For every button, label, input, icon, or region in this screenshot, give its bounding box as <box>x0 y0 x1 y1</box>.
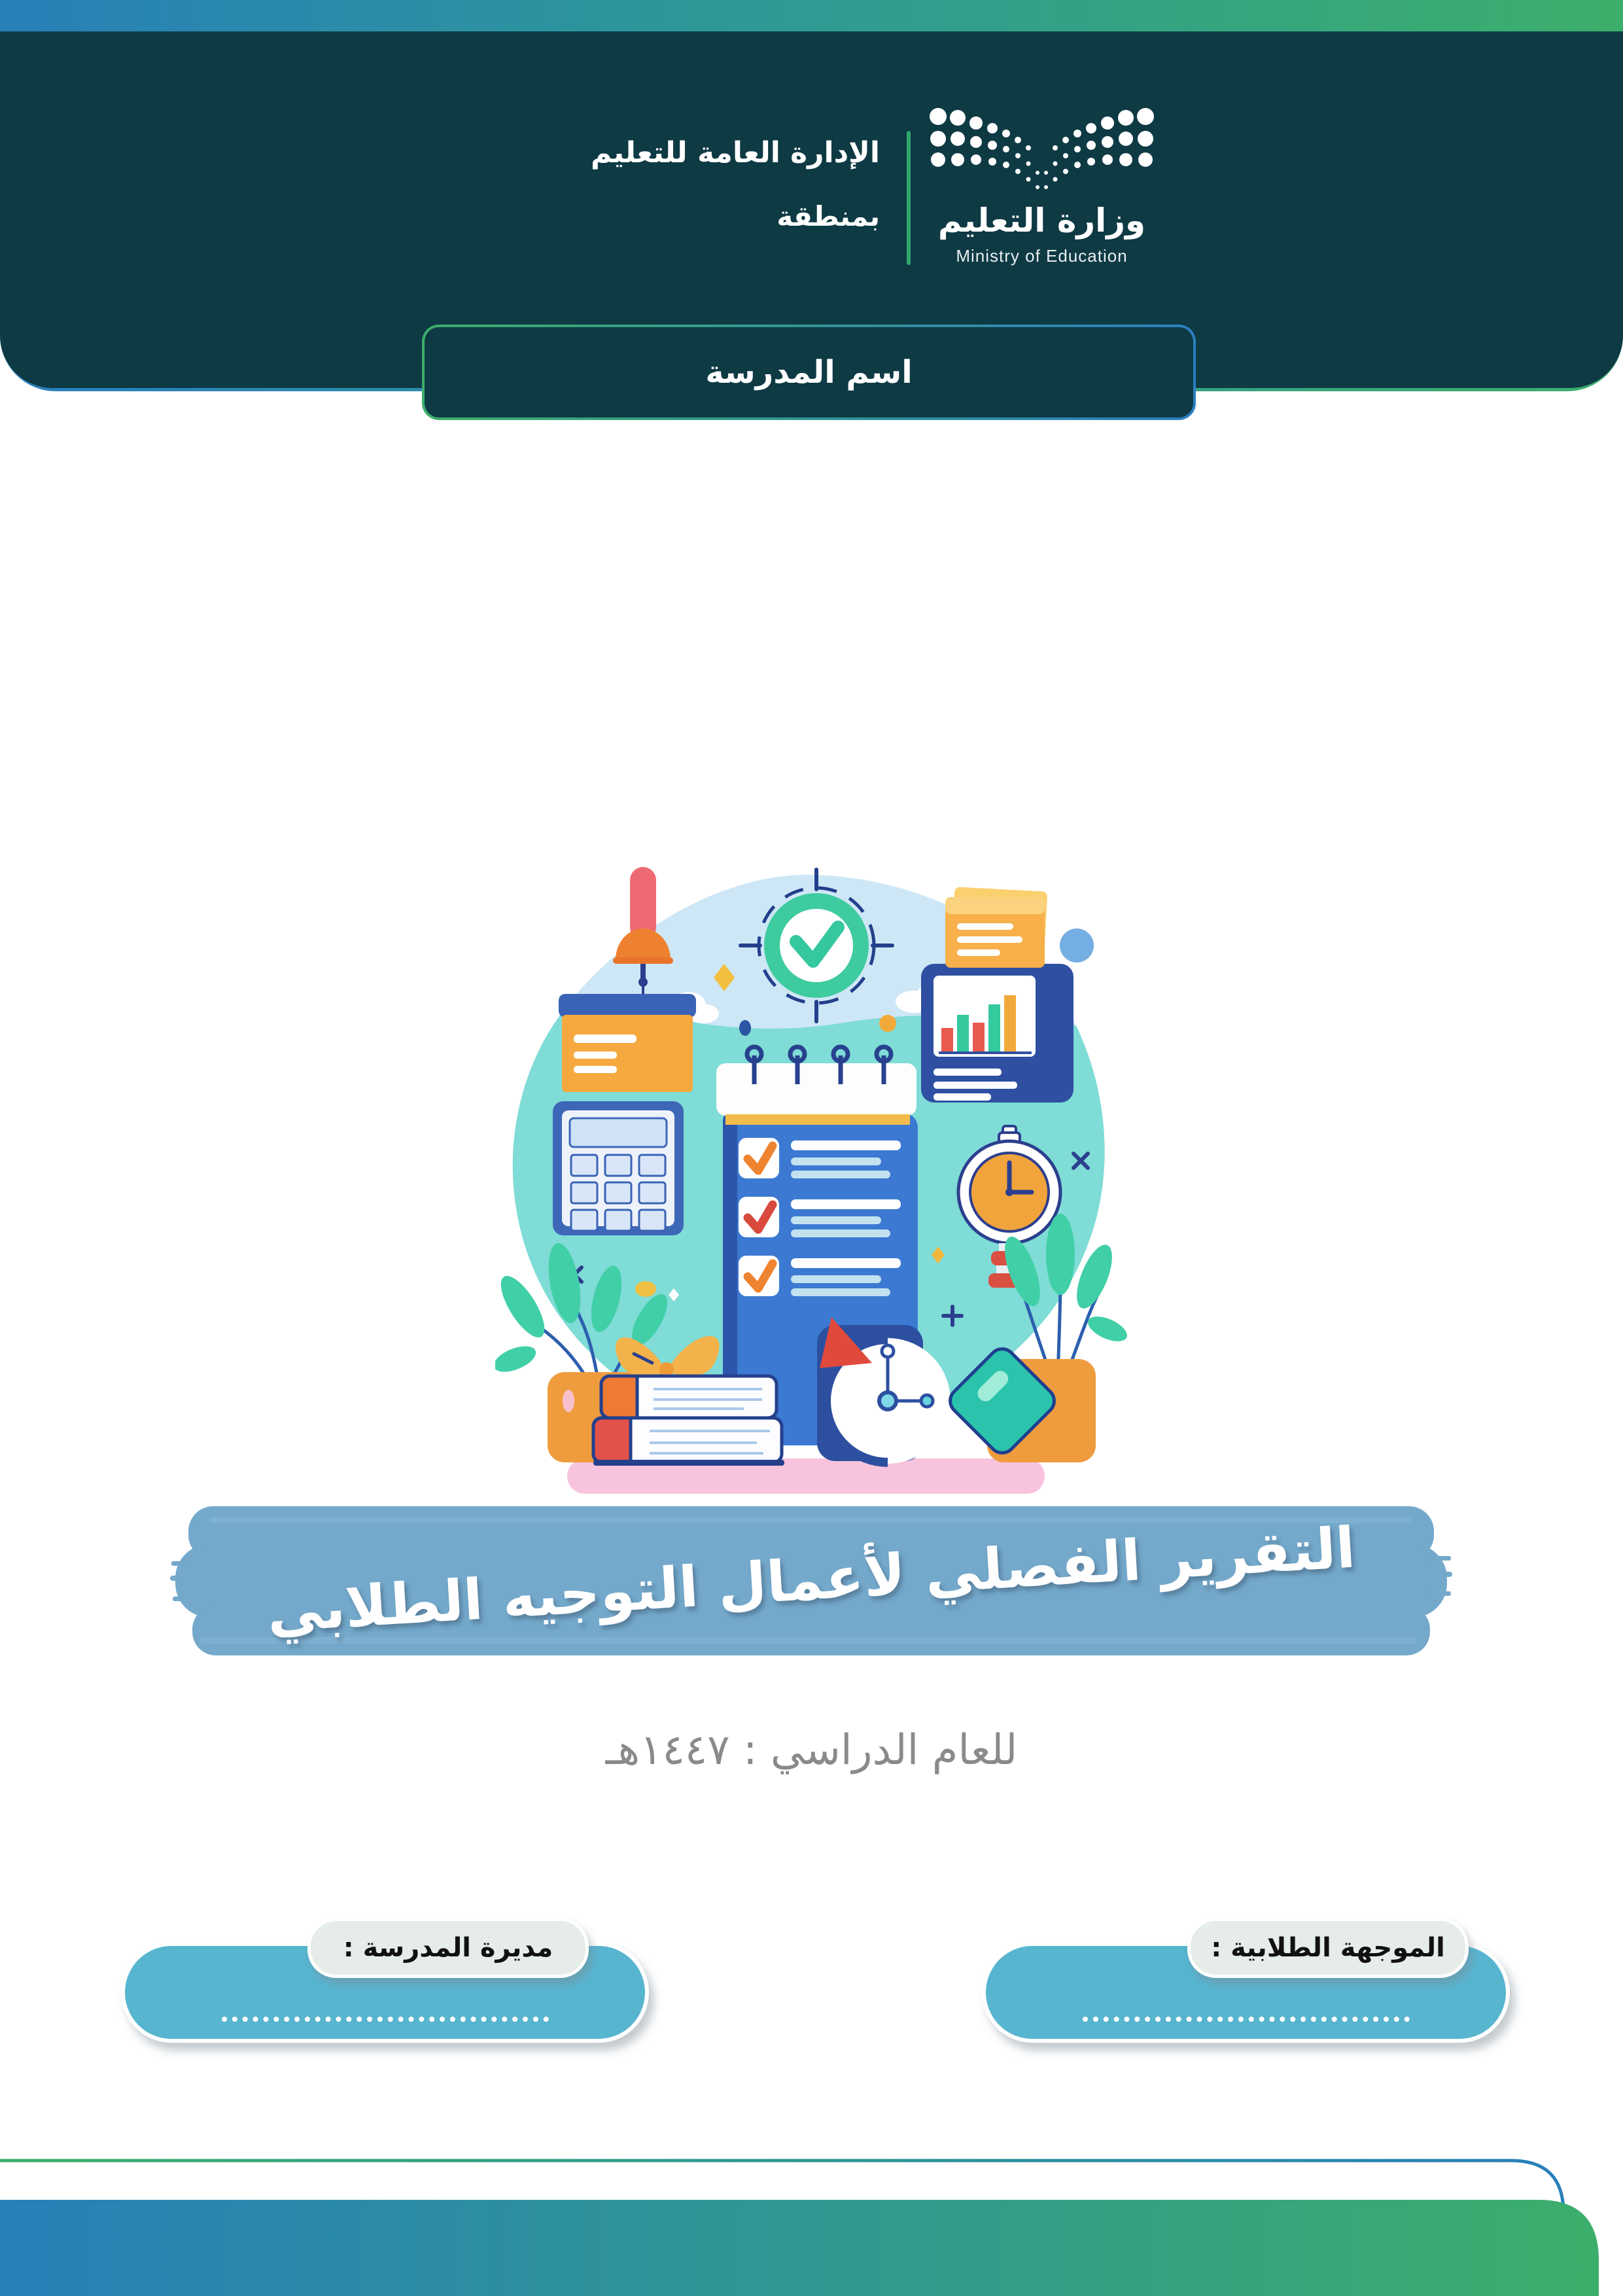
academic-year-text: للعام الدراسي : ١٤٤٧هـ <box>605 1726 1018 1775</box>
sticky-notes-icon <box>945 887 1047 968</box>
bar-chart-tablet-icon <box>921 964 1073 1103</box>
blue-dot-sparkle <box>739 1020 751 1036</box>
cover-illustration <box>495 867 1130 1502</box>
department-line2: بمنطقة <box>777 200 880 233</box>
top-gradient-strip <box>0 0 1623 31</box>
report-title: التقرير الفصلي لأعمال التوجيه الطلابي <box>265 1515 1357 1646</box>
bottom-gradient-band <box>0 2200 1599 2296</box>
blue-circle-accent <box>1060 928 1094 963</box>
school-name-label: اسم المدرسة <box>705 354 913 391</box>
advisor-label-pill <box>1187 1918 1469 1978</box>
yellow-dot <box>635 1281 656 1297</box>
bottom-decoration <box>0 2146 1623 2296</box>
ministry-logo <box>929 105 1155 266</box>
principal-label: مديرة المدرسة : <box>343 1933 553 1963</box>
department-text-block <box>591 137 880 232</box>
title-banner <box>170 1498 1452 1662</box>
logo-divider-line <box>907 131 911 265</box>
notice-board-icon <box>559 994 696 1092</box>
orange-dot-sparkle <box>879 1015 896 1032</box>
ministry-logo-dots-icon <box>929 105 1155 196</box>
ministry-name-arabic: وزارة التعليم <box>937 202 1146 239</box>
calculator-icon <box>553 1101 684 1235</box>
advisor-writein-line <box>1083 2017 1410 2022</box>
department-line1: الإدارة العامة للتعليم <box>590 136 880 169</box>
principal-label-pill <box>307 1918 589 1978</box>
ministry-name-english: Ministry of Education <box>956 246 1128 266</box>
advisor-label: الموجهة الطلابية : <box>1211 1933 1445 1963</box>
school-name-field <box>422 325 1196 420</box>
principal-writein-line <box>222 2017 549 2022</box>
